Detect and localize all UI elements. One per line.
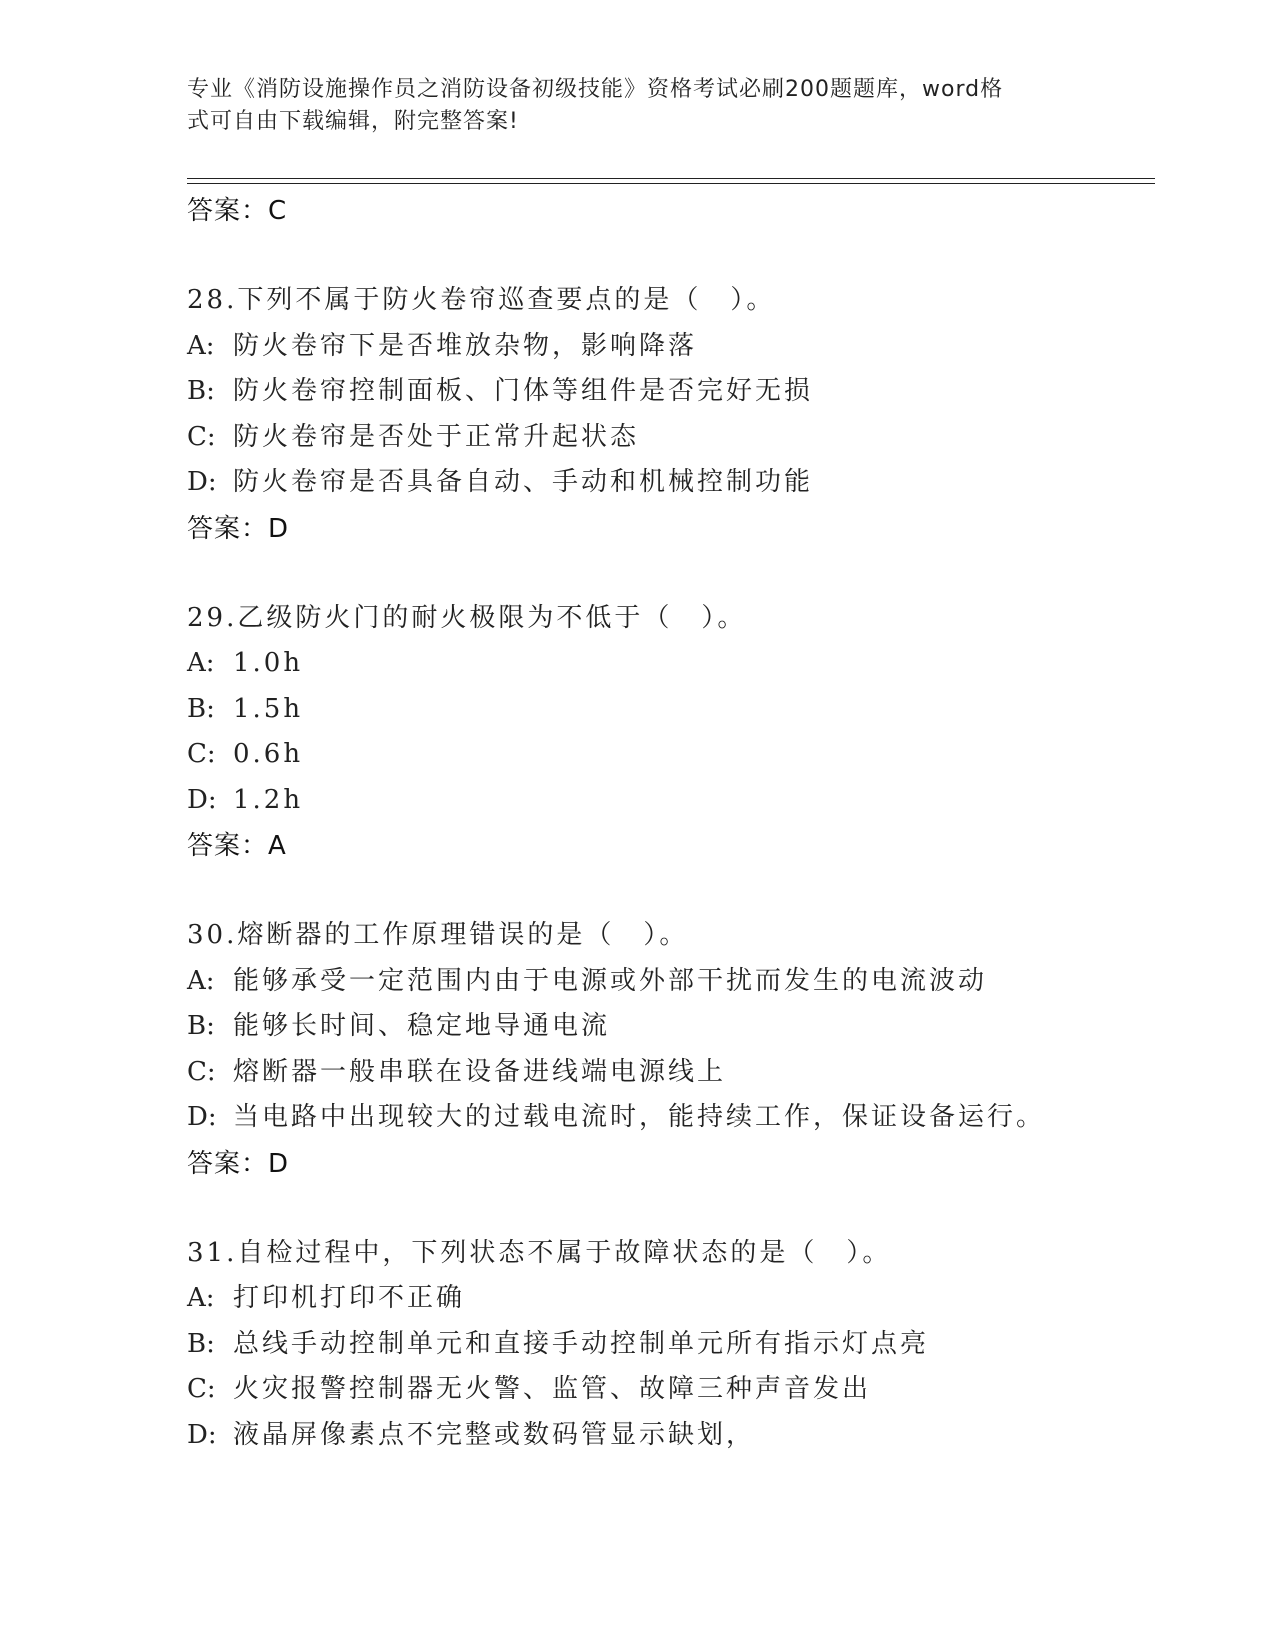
- option-label: A:: [187, 965, 215, 996]
- option-label: D:: [187, 467, 217, 497]
- option-c: [187, 415, 1147, 461]
- option-label: C:: [187, 421, 216, 452]
- spacer: [187, 1187, 1147, 1231]
- option-text: 1.0h: [233, 648, 304, 678]
- option-label: B:: [187, 376, 215, 406]
- option-b: [187, 687, 1147, 733]
- spacer: [187, 552, 1147, 596]
- option-a: [187, 641, 1147, 687]
- header-rule-thick: [187, 183, 1155, 184]
- option-text: 防火卷帘控制面板、门体等组件是否完好无损: [233, 376, 814, 406]
- spacer: [187, 234, 1147, 278]
- option-label: B:: [187, 693, 215, 724]
- option-label: A:: [187, 330, 215, 361]
- spacer: [187, 869, 1147, 913]
- option-c: [187, 1367, 1147, 1413]
- option-label: C:: [187, 1056, 216, 1087]
- header-line-2: 式可自由下载编辑，附完整答案!: [187, 109, 519, 134]
- option-d: [187, 460, 1147, 506]
- option-c: [187, 732, 1147, 778]
- option-a: [187, 324, 1147, 370]
- option-label: C:: [187, 739, 216, 769]
- answer-line: 答案：D: [187, 513, 290, 544]
- option-label: D:: [187, 784, 217, 815]
- option-text: 1.2h: [233, 784, 304, 815]
- option-b: [187, 369, 1147, 415]
- option-text: 打印机打印不正确: [233, 1283, 466, 1313]
- option-text: 熔断器一般串联在设备进线端电源线上: [233, 1056, 727, 1087]
- option-a: [187, 1276, 1147, 1322]
- option-text: 当电路中出现较大的过载电流时，能持续工作，保证设备运行。: [233, 1102, 1046, 1132]
- option-text: 能够承受一定范围内由于电源或外部干扰而发生的电流波动: [233, 965, 988, 996]
- option-label: A:: [187, 648, 215, 678]
- option-text: 总线手动控制单元和直接手动控制单元所有指示灯点亮: [233, 1328, 930, 1359]
- question-title: 29.乙级防火门的耐火极限为不低于（ ）。: [187, 602, 747, 633]
- option-text: 0.6h: [233, 739, 304, 769]
- option-label: B:: [187, 1011, 215, 1041]
- answer-line: 答案：D: [187, 1148, 290, 1179]
- question-title: 28.下列不属于防火卷帘巡查要点的是（ ）。: [187, 285, 776, 315]
- option-c: [187, 1050, 1147, 1096]
- option-text: 能够长时间、稳定地导通电流: [233, 1011, 611, 1041]
- option-label: D:: [187, 1419, 217, 1450]
- question-title: 30.熔断器的工作原理错误的是（ ）。: [187, 920, 689, 950]
- question-title: 31.自检过程中，下列状态不属于故障状态的是（ ）。: [187, 1237, 892, 1268]
- option-label: B:: [187, 1328, 215, 1359]
- question-list: [187, 188, 1147, 1458]
- answer-line: 答案：C: [187, 196, 288, 226]
- option-d: [187, 1095, 1147, 1141]
- header-line-1: 专业《消防设施操作员之消防设备初级技能》资格考试必刷200题题库，word格: [187, 77, 1004, 102]
- option-d: [187, 778, 1147, 824]
- option-b: [187, 1322, 1147, 1368]
- option-label: D:: [187, 1102, 217, 1132]
- option-text: 1.5h: [233, 693, 304, 724]
- option-text: 防火卷帘是否具备自动、手动和机械控制功能: [233, 467, 814, 497]
- option-a: [187, 959, 1147, 1005]
- option-text: 火灾报警控制器无火警、监管、故障三种声音发出: [233, 1374, 872, 1404]
- option-text: 防火卷帘是否处于正常升起状态: [233, 421, 640, 452]
- document-header: [187, 74, 1087, 138]
- answer-line: 答案：A: [187, 831, 287, 861]
- option-d: [187, 1413, 1147, 1459]
- option-b: [187, 1004, 1147, 1050]
- option-label: A:: [187, 1283, 215, 1313]
- option-label: C:: [187, 1374, 216, 1404]
- header-rule-thin: [187, 178, 1155, 179]
- option-text: 液晶屏像素点不完整或数码管显示缺划，: [233, 1419, 756, 1450]
- option-text: 防火卷帘下是否堆放杂物，影响降落: [233, 330, 698, 361]
